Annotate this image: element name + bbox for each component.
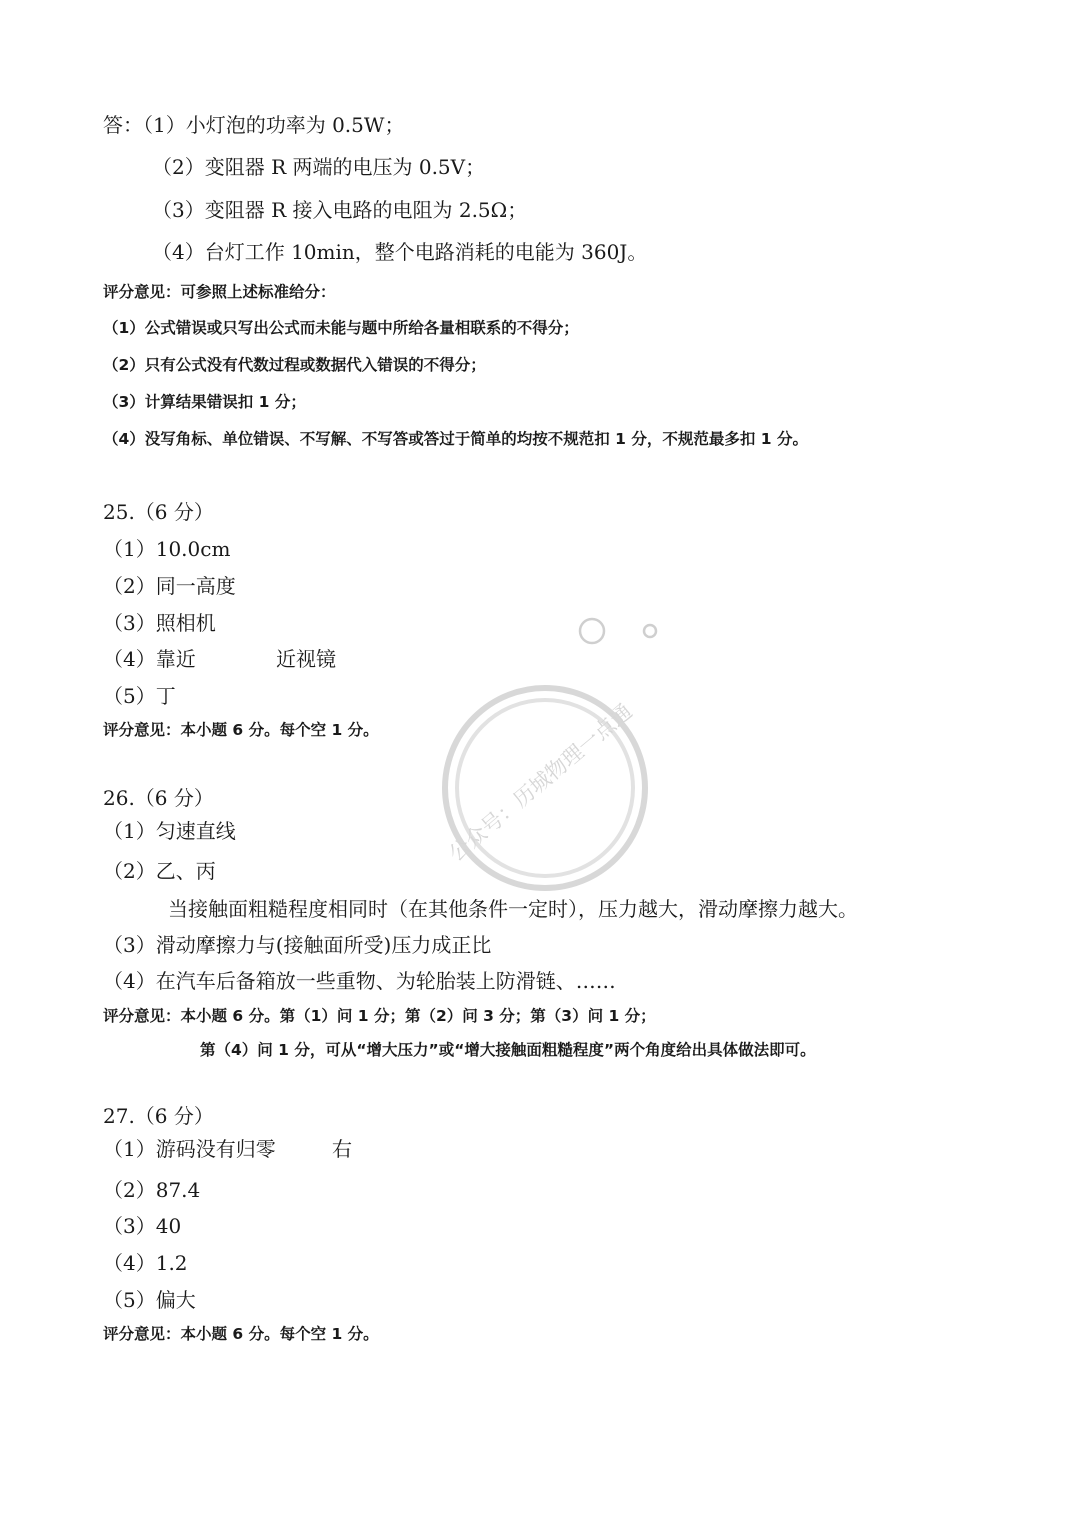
grading-rule-2: （2）只有公式没有代数过程或数据代入错误的不得分；	[103, 356, 486, 374]
q27-answer-5: （5）偏大	[103, 1288, 196, 1312]
q27-header: 27.（6 分）	[103, 1104, 214, 1128]
q25-answer-1: （1）10.0cm	[103, 537, 231, 561]
answer-line-4: （4）台灯工作 10min，整个电路消耗的电能为 360J。	[152, 240, 648, 264]
q25-answer-4b: 近视镜	[276, 647, 336, 671]
q27-grading: 评分意见：本小题 6 分。每个空 1 分。	[103, 1325, 379, 1343]
q25-header: 25.（6 分）	[103, 500, 214, 524]
q27-answer-4: （4）1.2	[103, 1251, 188, 1275]
q27-answer-1a: （1）游码没有归零	[103, 1137, 276, 1161]
q26-grading-2: 第（4）问 1 分，可从“增大压力”或“增大接触面粗糙程度”两个角度给出具体做法即可。	[200, 1041, 816, 1059]
q27-answer-3: （3）40	[103, 1214, 182, 1238]
q26-answer-4: （4）在汽车后备箱放一些重物、为轮胎装上防滑链、……	[103, 969, 616, 993]
q27-answer-2: （2）87.4	[103, 1178, 201, 1202]
q26-answer-3: （3）滑动摩擦力与(接触面所受)压力成正比	[103, 933, 492, 957]
q26-header: 26.（6 分）	[103, 786, 214, 810]
grading-rule-1: （1）公式错误或只写出公式而未能与题中所给各量相联系的不得分；	[103, 319, 579, 337]
q26-answer-2b: 当接触面粗糙程度相同时（在其他条件一定时），压力越大，滑动摩擦力越大。	[168, 897, 858, 921]
q26-answer-1: （1）匀速直线	[103, 819, 236, 843]
grading-title: 评分意见：可参照上述标准给分：	[103, 283, 336, 301]
grading-rule-4: （4）没写角标、单位错误、不写解、不写答或答过于简单的均按不规范扣 1 分，不规范最多扣 1 分。	[103, 430, 808, 448]
grading-rule-3: （3）计算结果错误扣 1 分；	[103, 393, 306, 411]
q25-answer-3: （3）照相机	[103, 611, 216, 635]
q26-grading-1: 评分意见：本小题 6 分。第（1）问 1 分；第（2）问 3 分；第（3）问 1 分；	[103, 1007, 656, 1025]
answer-line-3: （3）变阻器 R 接入电路的电阻为 2.5Ω；	[152, 198, 528, 222]
watermark-text: 公众号：历城物理一点通	[444, 699, 637, 867]
watermark-dots	[572, 612, 672, 652]
q25-answer-2: （2）同一高度	[103, 574, 236, 598]
q26-answer-2: （2）乙、丙	[103, 859, 216, 883]
q25-answer-5: （5）丁	[103, 684, 176, 708]
answer-line-2: （2）变阻器 R 两端的电压为 0.5V；	[152, 155, 486, 179]
q25-grading: 评分意见：本小题 6 分。每个空 1 分。	[103, 721, 379, 739]
q27-answer-1b: 右	[332, 1137, 352, 1161]
answer-line-1: 答：（1）小灯泡的功率为 0.5W；	[103, 113, 405, 137]
q25-answer-4a: （4）靠近	[103, 647, 196, 671]
watermark-logo	[425, 660, 665, 900]
